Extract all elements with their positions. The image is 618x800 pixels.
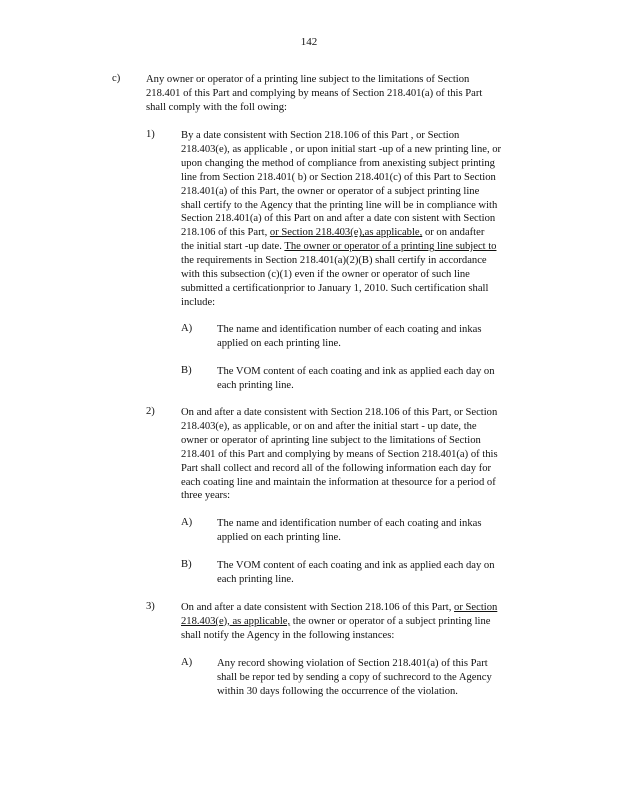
text-line: Section 218.401(a) of this Part on and after a date con sistent with Section bbox=[181, 213, 496, 225]
item-2-text bbox=[181, 406, 541, 503]
text-line: By a date consistent with Section 218.106 of this Part , or Section bbox=[181, 130, 460, 141]
item-3-sub-a-text bbox=[217, 657, 537, 699]
text-line: owner or operator of aprinting line subject to the limitations of Section bbox=[181, 434, 481, 446]
text-segment: 218.106 of this Part, bbox=[181, 227, 268, 239]
text-line: The name and identification number of each coating and inkas bbox=[217, 324, 482, 335]
text-line: 218.401 of this Part and complying by means of Section 218.401(a) of this bbox=[181, 448, 498, 460]
item-1-sub-b-text bbox=[217, 365, 537, 393]
text-line: The name and identification number of each coating and inkas bbox=[217, 518, 482, 529]
item-2-sub-a-text bbox=[217, 517, 537, 545]
text-segment: On and after a date consistent with Section 218.106 of this Part, bbox=[181, 602, 452, 613]
item-3-text bbox=[181, 601, 541, 643]
item-3-sub-a-label: A) bbox=[181, 657, 193, 668]
text-line: On and after a date consistent with Section 218.106 of this Part, or Section bbox=[181, 407, 498, 418]
text-line: Any owner or operator of a printing line subject to the limitations of Section bbox=[146, 74, 470, 85]
text-segment: or on andafter bbox=[424, 227, 485, 239]
text-line: each coating line and maintain the information at thesource for a period of bbox=[181, 476, 496, 488]
text-line: shall comply with the foll owing: bbox=[146, 101, 287, 113]
text-line: 218.403(e), as applicable, or on and after the initial start - up date, the bbox=[181, 420, 477, 432]
text-line bbox=[181, 226, 541, 240]
inserted-text: or Section 218.403(e),as applicable, bbox=[269, 227, 423, 239]
text-line: with this subsection (c)(1) even if the owner or operator of such line bbox=[181, 269, 470, 281]
item-1-label: 1) bbox=[146, 129, 155, 140]
text-segment: the initial start -up date. bbox=[181, 241, 282, 253]
text-line: upon changing the method of compliance from anexisting subject printing bbox=[181, 157, 495, 169]
text-line: shall notify the Agency in the following instances: bbox=[181, 629, 395, 641]
text-line: Any record showing violation of Section 218.401(a) of this Part bbox=[217, 658, 488, 669]
text-line: each printing line. bbox=[217, 573, 294, 585]
text-line: Part shall collect and record all of the following information each day for bbox=[181, 462, 492, 474]
text-line bbox=[181, 601, 541, 615]
text-segment: the owner or operator of a subject printing line bbox=[292, 615, 491, 627]
item-2-label: 2) bbox=[146, 406, 155, 417]
text-line: each printing line. bbox=[217, 379, 294, 391]
item-3-label: 3) bbox=[146, 601, 155, 612]
item-2-sub-a-label: A) bbox=[181, 517, 193, 528]
inserted-text: or Section bbox=[454, 602, 498, 613]
text-line: within 30 days following the occurrence of the violation. bbox=[217, 685, 458, 697]
item-1-sub-a-label: A) bbox=[181, 323, 193, 334]
text-line: include: bbox=[181, 296, 216, 308]
item-2-sub-b-label: B) bbox=[181, 559, 192, 570]
text-line: applied on each printing line. bbox=[217, 531, 341, 543]
text-line bbox=[181, 240, 541, 254]
text-line: 218.403(e), as applicable , or upon initial start -up of a new printing line, or bbox=[181, 143, 502, 155]
item-1-sub-b-label: B) bbox=[181, 365, 192, 376]
item-2-sub-b-text bbox=[217, 559, 537, 587]
text-line: 218.401 of this Part and complying by means of Section 218.401(a) of this Part bbox=[146, 87, 483, 99]
text-line: 218.401(a) of this Part, the owner or operator of a subject printing line bbox=[181, 185, 480, 197]
text-line bbox=[181, 615, 541, 629]
text-line: The VOM content of each coating and ink as applied each day on bbox=[217, 366, 495, 377]
item-1-sub-a-text bbox=[217, 323, 537, 351]
section-c-label: c) bbox=[112, 73, 121, 84]
section-c-text bbox=[146, 73, 532, 115]
inserted-text: 218.403(e), as applicable, bbox=[181, 615, 291, 627]
inserted-text: The owner or operator of a printing line subject to bbox=[284, 241, 497, 253]
text-line: The VOM content of each coating and ink as applied each day on bbox=[217, 560, 495, 571]
text-line: shall certify to the Agency that the printing line will be in compliance with bbox=[181, 199, 498, 211]
text-line: shall be repor ted by sending a copy of suchrecord to the Agency bbox=[217, 671, 492, 683]
text-line: applied on each printing line. bbox=[217, 337, 341, 349]
text-line: the requirements in Section 218.401(a)(2)(B) shall certify in accordance bbox=[181, 255, 487, 267]
item-1-text bbox=[181, 129, 541, 310]
text-line: line from Section 218.401( b) or Section 218.401(c) of this Part to Section bbox=[181, 171, 496, 183]
text-line: three years: bbox=[181, 490, 231, 502]
text-line: submitted a certificationprior to January 1, 2010. Such certification shall bbox=[181, 282, 489, 294]
page-number: 142 bbox=[300, 36, 318, 48]
